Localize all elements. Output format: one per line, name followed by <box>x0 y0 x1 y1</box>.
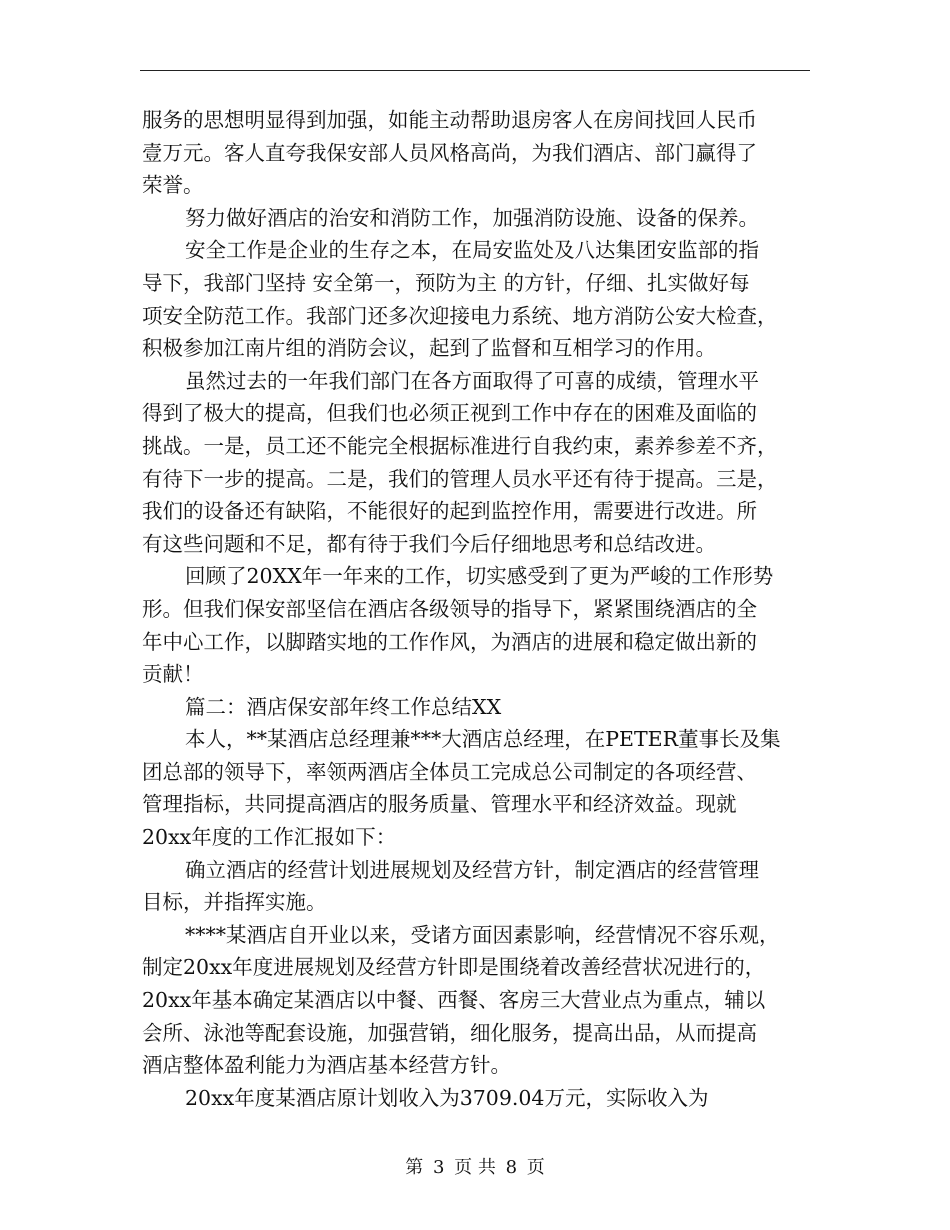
text-line: 目标，并指挥实施。 <box>142 890 327 915</box>
header-rule <box>140 70 810 71</box>
text-line: 回顾了20XX年一年来的工作，切实感受到了更为严峻的工作形势 <box>185 564 774 589</box>
paragraph <box>142 104 810 202</box>
paragraph <box>142 560 810 690</box>
text-line: 制定20xx年度进展规划及经营方针即是围绕着改善经营状况进行的， <box>142 955 766 980</box>
text-line: 项安全防范工作。我部门还多次迎接电力系统、地方消防公安大检查， <box>142 303 778 328</box>
footer-mid: 页 共 <box>454 1157 496 1178</box>
paragraph <box>142 365 810 561</box>
text-line: 团总部的领导下，率领两酒店全体员工完成总公司制定的各项经营、 <box>142 759 757 784</box>
text-line: 努力做好酒店的治安和消防工作，加强消防设施、设备的保养。 <box>185 205 759 230</box>
text-line: 会所、泳池等配套设施，加强营销，细化服务，提高出品，从而提高 <box>142 1020 757 1045</box>
text-line: 荣誉。 <box>142 173 204 198</box>
text-line: 管理指标，共同提高酒店的服务质量、管理水平和经济效益。现就 <box>142 792 737 817</box>
text-line: 年中心工作，以脚踏实地的工作作风，为酒店的进展和稳定做出新的 <box>142 629 757 654</box>
text-line: 挑战。一是，员工还不能完全根据标准进行自我约束，素养参差不齐， <box>142 433 778 458</box>
text-line: 形。但我们保安部坚信在酒店各级领导的指导下，紧紧围绕酒店的全 <box>142 596 757 621</box>
text-line: 20xx年基本确定某酒店以中餐、西餐、客房三大营业点为重点，辅以 <box>142 988 766 1013</box>
text-line: 积极参加江南片组的消防会议，起到了监督和互相学习的作用。 <box>142 336 716 361</box>
footer-prefix: 第 <box>405 1157 424 1178</box>
footer-suffix: 页 <box>526 1157 545 1178</box>
current-page-number: 3 <box>432 1157 445 1178</box>
text-line: 酒店整体盈利能力为酒店基本经营方针。 <box>142 1053 511 1078</box>
text-line: 我们的设备还有缺陷，不能很好的起到监控作用，需要进行改进。所 <box>142 499 757 524</box>
text-line: 得到了极大的提高，但我们也必须正视到工作中存在的困难及面临的 <box>142 401 757 426</box>
paragraph <box>142 234 810 364</box>
text-line: 贡献！ <box>142 662 204 687</box>
text-line: 安全工作是企业的生存之本，在局安监处及八达集团安监部的指 <box>185 238 759 263</box>
paragraph <box>142 1082 810 1115</box>
text-line: 有这些问题和不足，都有待于我们今后仔细地思考和总结改进。 <box>142 531 716 556</box>
text-line: 导下，我部门坚持 安全第一，预防为主 的方针，仔细、扎实做好每 <box>142 270 750 295</box>
text-line: 有待下一步的提高。二是，我们的管理人员水平还有待于提高。三是， <box>142 466 778 491</box>
text-line: 服务的思想明显得到加强，如能主动帮助退房客人在房间找回人民币 <box>142 108 757 132</box>
text-line: 确立酒店的经营计划进展规划及经营方针，制定酒店的经营管理 <box>185 857 759 882</box>
total-pages-number: 8 <box>505 1157 518 1178</box>
paragraph <box>142 854 810 919</box>
text-line: ****某酒店自开业以来，受诸方面因素影响，经营情况不容乐观， <box>185 922 780 947</box>
text-line: 本人，**某酒店总经理兼***大酒店总经理，在PETER董事长及集 <box>185 727 781 752</box>
text-line: 20xx年度某酒店原计划收入为3709.04万元，实际收入为 <box>185 1085 709 1110</box>
text-line: 壹万元。客人直夸我保安部人员风格高尚，为我们酒店、部门赢得了 <box>142 140 757 165</box>
text-line: 虽然过去的一年我们部门在各方面取得了可喜的成绩，管理水平 <box>185 368 759 393</box>
paragraph <box>142 691 810 724</box>
text-line: 篇二：酒店保安部年终工作总结XX <box>185 694 502 719</box>
document-body <box>142 104 810 1114</box>
paragraph <box>142 723 810 853</box>
page-footer <box>0 1153 950 1179</box>
paragraph <box>142 919 810 1082</box>
text-line: 20xx年度的工作汇报如下： <box>142 825 397 850</box>
paragraph <box>142 202 810 235</box>
